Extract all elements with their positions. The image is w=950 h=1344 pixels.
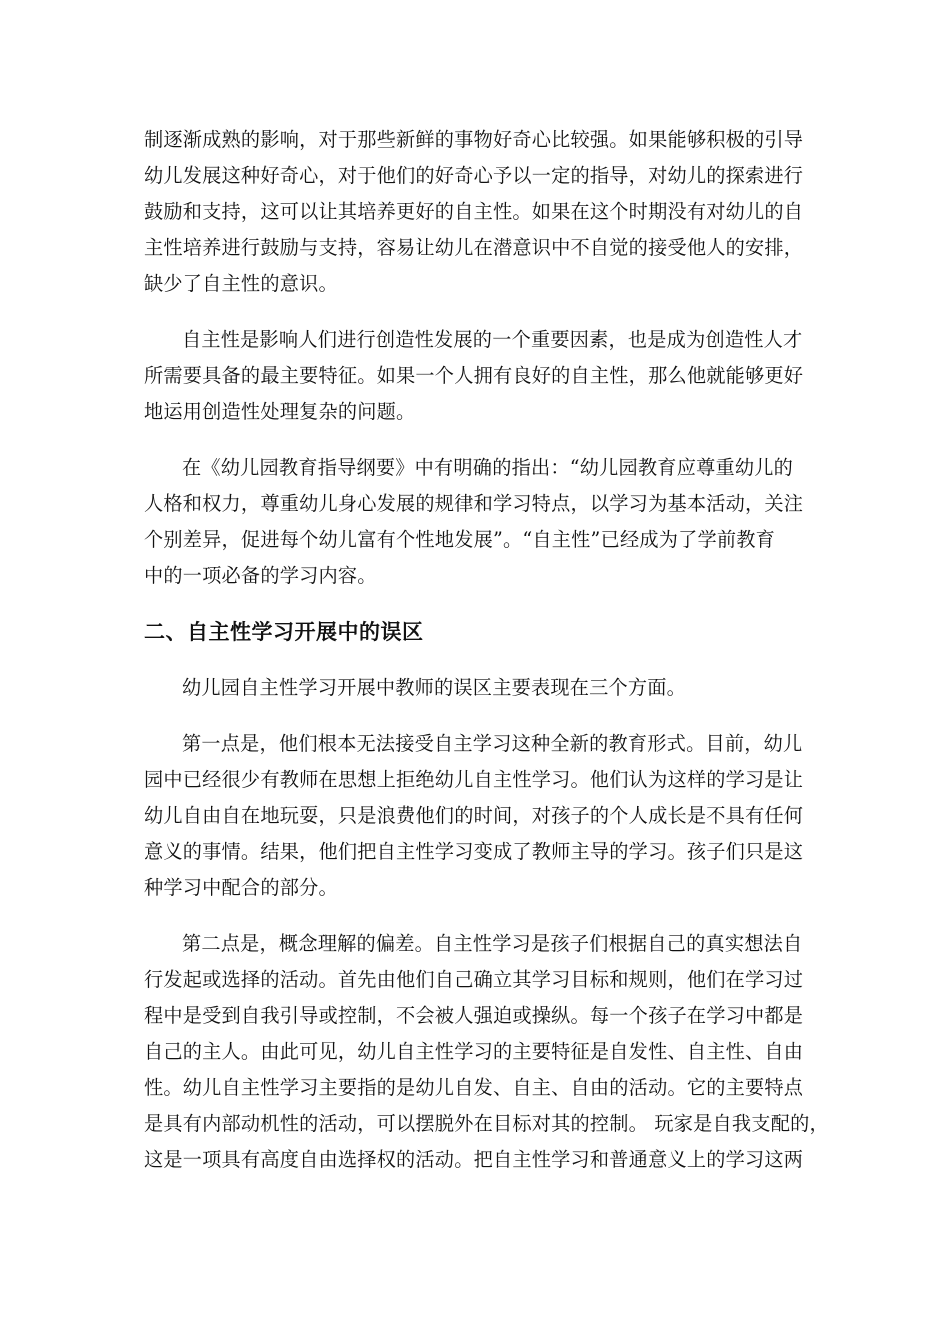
paragraph-second-point	[144, 926, 829, 1178]
paragraph-guideline-quote	[144, 450, 808, 594]
paragraph-autonomy-importance	[144, 322, 808, 430]
paragraph-misconceptions-intro	[144, 670, 808, 706]
text-line: 自己的主人。由此可见，幼儿自主性学习的主要特征是自发性、自主性、自由	[144, 1040, 804, 1063]
paragraph-curiosity-continuation	[144, 122, 808, 302]
text-line: 主性培养进行鼓励与支持，容易让幼儿在潜意识中不自觉的接受他人的安排，	[144, 236, 804, 259]
text-line: 人格和权力，尊重幼儿身心发展的规律和学习特点，以学习为基本活动，关注	[144, 492, 804, 515]
text-line: 中的一项必备的学习内容。	[144, 564, 377, 587]
section-heading: 二、自主性学习开展中的误区	[144, 620, 424, 644]
text-line: 行发起或选择的活动。首先由他们自己确立其学习目标和规则，他们在学习过	[144, 968, 804, 991]
text-line: 鼓励和支持，这可以让其培养更好的自主性。如果在这个时期没有对幼儿的自	[144, 200, 804, 223]
text-line: 性。幼儿自主性学习主要指的是幼儿自发、自主、自由的活动。它的主要特点	[144, 1076, 804, 1099]
text-line: 园中已经很少有教师在思想上拒绝幼儿自主性学习。他们认为这样的学习是让	[144, 768, 804, 791]
text-line: 这是一项具有高度自由选择权的活动。把自主性学习和普通意义上的学习这两	[144, 1148, 804, 1171]
text-line: 幼儿自由自在地玩耍，只是浪费他们的时间，对孩子的个人成长是不具有任何	[144, 804, 804, 827]
text-line: 幼儿发展这种好奇心，对于他们的好奇心予以一定的指导，对幼儿的探索进行	[144, 164, 804, 187]
text-line: 种学习中配合的部分。	[144, 876, 338, 899]
text-line: 缺少了自主性的意识。	[144, 272, 338, 295]
text-line: 幼儿园自主性学习开展中教师的误区主要表现在三个方面。	[182, 676, 687, 699]
text-line: 自主性是影响人们进行创造性发展的一个重要因素，也是成为创造性人才	[182, 328, 803, 351]
text-line: 制逐渐成熟的影响，对于那些新鲜的事物好奇心比较强。如果能够积极的引导	[144, 128, 804, 151]
text-line: 是具有内部动机性的活动，可以摆脱外在目标对其的控制。 玩家是自我支配的，	[144, 1112, 829, 1135]
paragraph-first-point	[144, 726, 808, 906]
text-line: 程中是受到自我引导或控制，不会被人强迫或操纵。每一个孩子在学习中都是	[144, 1004, 804, 1027]
text-line: 意义的事情。结果，他们把自主性学习变成了教师主导的学习。孩子们只是这	[144, 840, 804, 863]
text-line: 第二点是，概念理解的偏差。自主性学习是孩子们根据自己的真实想法自	[182, 932, 803, 955]
text-line: 在《幼儿园教育指导纲要》中有明确的指出：“幼儿园教育应尊重幼儿的	[182, 456, 794, 479]
text-line: 地运用创造性处理复杂的问题。	[144, 400, 416, 423]
text-line: 个别差异，促进每个幼儿富有个性地发展”。“自主性”已经成为了学前教育	[144, 528, 776, 551]
document-body	[144, 122, 829, 1198]
text-line: 所需要具备的最主要特征。如果一个人拥有良好的自主性，那么他就能够更好	[144, 364, 804, 387]
text-line: 第一点是，他们根本无法接受自主学习这种全新的教育形式。目前，幼儿	[182, 732, 803, 755]
